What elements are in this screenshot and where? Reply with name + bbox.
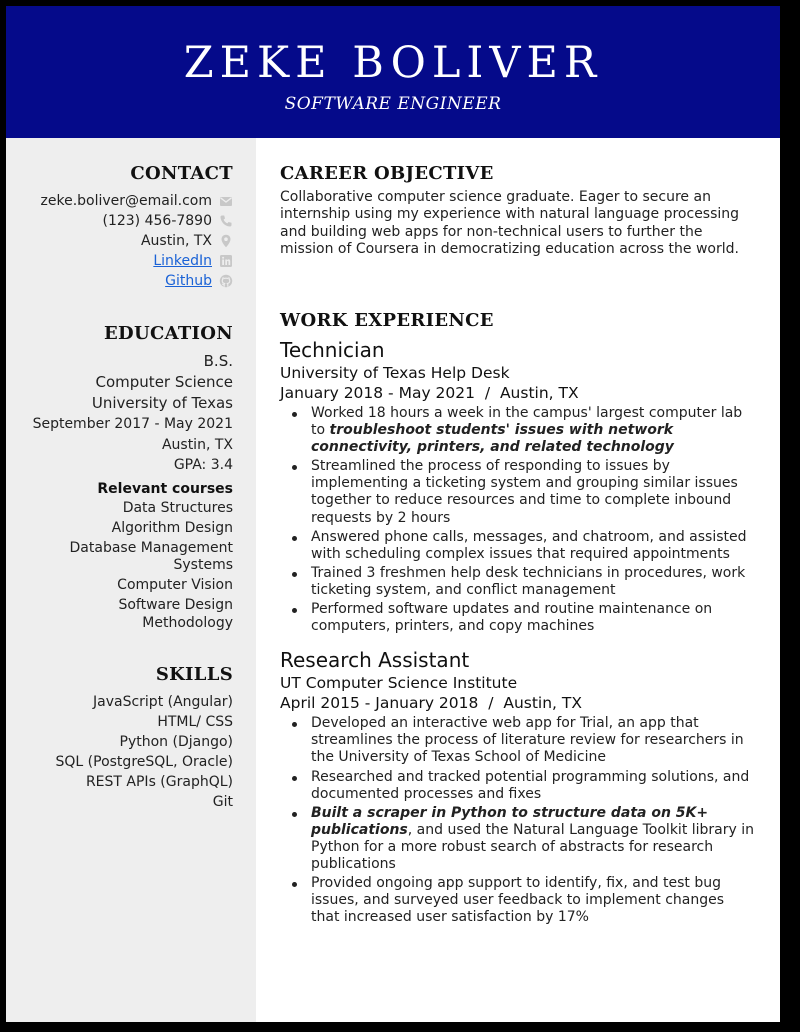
job-company: University of Texas Help Desk [280, 364, 510, 382]
contact-location [6, 231, 233, 251]
edu-degree: B.S. [203, 352, 233, 370]
contact-linkedin[interactable] [6, 251, 233, 271]
contact-github[interactable] [6, 271, 233, 291]
bullet-item: Streamlined the process of responding to issues by implementing a ticketing system and grouping similar issues together to reduce resources and time to complete inbound requests by 2 hours [311, 458, 755, 526]
edu-major: Computer Science [95, 373, 233, 391]
contact-section [6, 162, 233, 291]
phone-icon [219, 214, 233, 228]
course-item: Database Management Systems [69, 539, 233, 573]
skill-item: REST APIs (GraphQL) [85, 774, 233, 791]
job-company: UT Computer Science Institute [280, 674, 518, 693]
candidate-title: SOFTWARE ENGINEER [284, 94, 502, 114]
course-item: Computer Vision [117, 577, 233, 593]
linkedin-icon [219, 254, 233, 268]
education-heading: EDUCATION [104, 323, 233, 344]
sidebar [6, 138, 256, 1022]
contact-heading: CONTACT [130, 163, 233, 184]
skill-item: HTML/ CSS [157, 714, 233, 731]
course-item: Data Structures [122, 499, 233, 516]
bullet-item [311, 805, 755, 873]
courses-label: Relevant courses [97, 480, 233, 497]
objective-text: Collaborative computer science graduate. Eager to secure an internship using my experience with natural language processing and building web apps for non-technical users to further the mission of Coursera in democratizing education across the world. [280, 189, 740, 257]
bullet-item: Developed an interactive web app for Trial, an app that streamlines the process of literature review for researchers in the University of Texas School of Medicine [311, 715, 755, 766]
skills-section [6, 663, 233, 813]
edu-location: Austin, TX [161, 436, 233, 453]
skill-item: Git [212, 794, 233, 811]
job-separator: / [484, 384, 491, 402]
job-entry [280, 337, 755, 635]
github-link[interactable]: Github [165, 273, 212, 289]
github-icon [219, 274, 233, 288]
objective-section [280, 162, 755, 258]
resume-page [6, 6, 780, 1022]
bullet-item: Trained 3 freshmen help desk technicians in procedures, work ticketing system, and conflict management [311, 565, 755, 599]
bullet-text: , and used the Natural Language Toolkit library in Python for a more robust search of abstracts for research publications [311, 821, 755, 872]
map-pin-icon [219, 234, 233, 248]
bullet-item: Answered phone calls, messages, and chatroom, and assisted with scheduling complex issues that required appointments [311, 529, 755, 563]
linkedin-link[interactable]: LinkedIn [153, 253, 212, 269]
job-dates: January 2018 - May 2021 [280, 384, 475, 402]
job-dates-row [280, 693, 755, 713]
education-section [6, 322, 233, 635]
candidate-name: ZEKE BOLIVER [183, 38, 603, 88]
job-dates: April 2015 - January 2018 [280, 694, 479, 713]
bullet-text: Worked 18 hours a week in the campus' largest computer lab to [311, 405, 743, 439]
job-title: Technician [280, 338, 385, 362]
job-bullets [280, 405, 755, 635]
phone-text: (123) 456-7890 [102, 213, 212, 229]
email-text: zeke.boliver@email.com [40, 193, 212, 209]
skill-item: JavaScript (Angular) [93, 694, 233, 710]
experience-heading: WORK EXPERIENCE [280, 310, 494, 331]
bullet-item: Performed software updates and routine maintenance on computers, printers, and copy machines [311, 601, 755, 635]
experience-section [280, 309, 755, 928]
contact-email [6, 191, 233, 211]
job-location: Austin, TX [503, 694, 582, 713]
edu-school: University of Texas [91, 394, 233, 412]
job-title: Research Assistant [280, 648, 470, 673]
course-item: Algorithm Design [111, 519, 233, 536]
skill-item: SQL (PostgreSQL, Oracle) [55, 754, 233, 771]
job-separator: / [488, 694, 494, 713]
bullet-item: Researched and tracked potential programming solutions, and documented processes and fixes [311, 769, 755, 803]
objective-heading: CAREER OBJECTIVE [280, 163, 494, 184]
location-text: Austin, TX [140, 233, 212, 249]
bullet-item [311, 405, 755, 456]
job-bullets [280, 715, 755, 926]
skills-heading: SKILLS [155, 664, 233, 685]
course-item: Software Design Methodology [118, 597, 233, 631]
job-entry [280, 647, 755, 926]
job-location: Austin, TX [499, 384, 579, 402]
skill-item: Python (Django) [119, 734, 233, 751]
contact-phone [6, 211, 233, 231]
job-dates-row [280, 383, 755, 403]
edu-dates: September 2017 - May 2021 [32, 416, 233, 432]
bullet-item: Provided ongoing app support to identify, fix, and test bug issues, and surveyed user feedback to implement changes that increased user satisfaction by 17% [311, 875, 755, 926]
envelope-icon [219, 194, 233, 208]
bullet-highlight: Built a scraper in Python to structure data on 5K+ publications [311, 804, 709, 838]
resume-header [6, 6, 780, 138]
bullet-highlight: troubleshoot students' issues with network connectivity, printers, and related technology [311, 422, 674, 456]
edu-gpa: GPA: 3.4 [173, 457, 233, 473]
